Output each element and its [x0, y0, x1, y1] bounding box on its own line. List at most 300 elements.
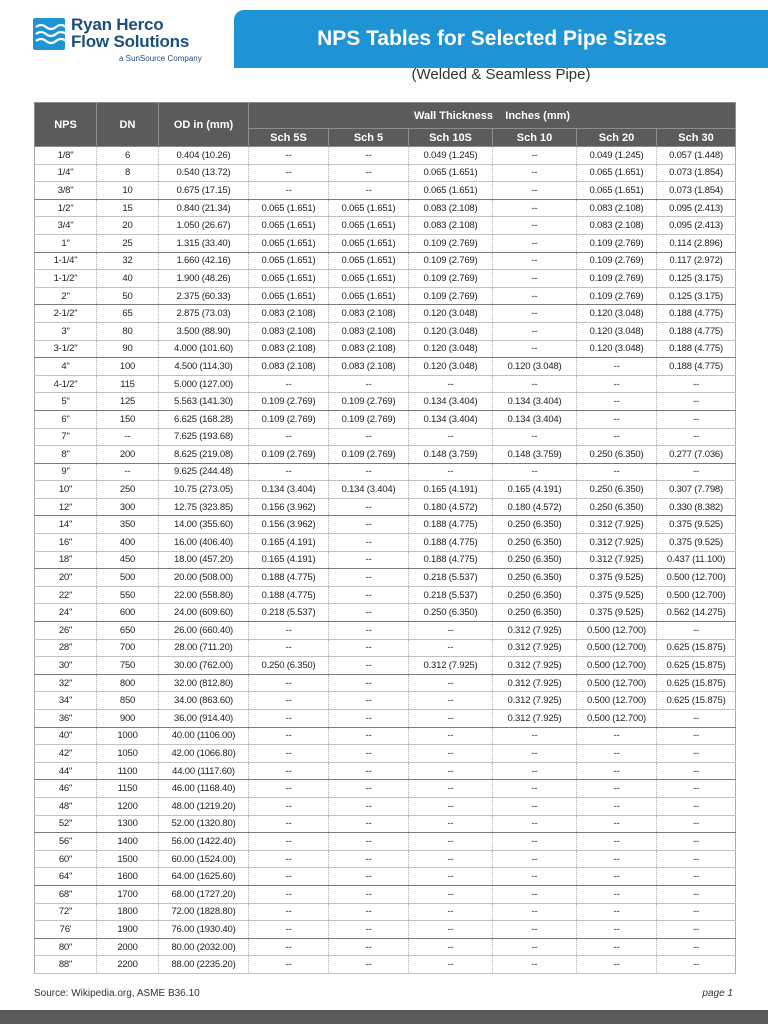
- cell-sch-10s: 0.109 (2.769): [409, 234, 493, 252]
- cell-sch-5: --: [329, 164, 409, 182]
- cell-sch-5: --: [329, 868, 409, 886]
- cell-dn: 1800: [97, 903, 159, 921]
- cell-nps: 42": [35, 745, 97, 763]
- cell-sch-10s: 0.188 (4.775): [409, 534, 493, 552]
- table-row: [35, 674, 736, 692]
- cell-sch-30: 0.125 (3.175): [657, 287, 736, 305]
- cell-sch-20: 0.500 (12.700): [577, 657, 657, 675]
- cell-sch-10s: 0.049 (1.245): [409, 147, 493, 165]
- cell-sch-5s: --: [249, 745, 329, 763]
- cell-sch-20: --: [577, 762, 657, 780]
- cell-od: 68.00 (1727.20): [159, 885, 249, 903]
- cell-sch-10s: 0.109 (2.769): [409, 270, 493, 288]
- cell-sch-30: --: [657, 762, 736, 780]
- cell-sch-20: 0.049 (1.245): [577, 147, 657, 165]
- cell-sch-30: --: [657, 710, 736, 728]
- cell-sch-10s: 0.188 (4.775): [409, 516, 493, 534]
- cell-sch-5s: --: [249, 147, 329, 165]
- table-row: [35, 287, 736, 305]
- cell-nps: 34": [35, 692, 97, 710]
- cell-sch-5: --: [329, 745, 409, 763]
- cell-sch-5s: 0.065 (1.651): [249, 270, 329, 288]
- cell-sch-5: 0.109 (2.769): [329, 410, 409, 428]
- header-sch-5: Sch 5: [329, 129, 409, 147]
- cell-od: 1.660 (42.16): [159, 252, 249, 270]
- cell-sch-10: --: [493, 885, 577, 903]
- table-row: [35, 463, 736, 481]
- cell-sch-5s: --: [249, 164, 329, 182]
- table-row: [35, 410, 736, 428]
- cell-sch-5: 0.109 (2.769): [329, 446, 409, 464]
- cell-sch-10: --: [493, 252, 577, 270]
- cell-sch-10: --: [493, 463, 577, 481]
- cell-sch-5: 0.065 (1.651): [329, 199, 409, 217]
- header-sch-5s: Sch 5S: [249, 129, 329, 147]
- cell-sch-20: 0.120 (3.048): [577, 322, 657, 340]
- cell-dn: 250: [97, 481, 159, 499]
- cell-sch-20: 0.375 (9.525): [577, 586, 657, 604]
- cell-sch-10s: --: [409, 797, 493, 815]
- cell-sch-5s: 0.250 (6.350): [249, 657, 329, 675]
- cell-sch-10s: --: [409, 463, 493, 481]
- cell-sch-5s: 0.083 (2.108): [249, 340, 329, 358]
- cell-dn: 850: [97, 692, 159, 710]
- cell-nps: 1-1/2": [35, 270, 97, 288]
- cell-nps: 8": [35, 446, 97, 464]
- cell-sch-10: --: [493, 833, 577, 851]
- cell-dn: 90: [97, 340, 159, 358]
- cell-sch-5: --: [329, 463, 409, 481]
- cell-sch-10: --: [493, 868, 577, 886]
- cell-od: 4.500 (114.30): [159, 358, 249, 376]
- cell-sch-10: 0.250 (6.350): [493, 551, 577, 569]
- cell-sch-20: --: [577, 938, 657, 956]
- cell-sch-30: 0.095 (2.413): [657, 217, 736, 235]
- page-number: page 1: [702, 988, 733, 999]
- cell-sch-5s: --: [249, 815, 329, 833]
- cell-sch-10s: 0.250 (6.350): [409, 604, 493, 622]
- cell-sch-10s: 0.148 (3.759): [409, 446, 493, 464]
- cell-sch-10: 0.250 (6.350): [493, 516, 577, 534]
- cell-od: 20.00 (508.00): [159, 569, 249, 587]
- cell-sch-5: --: [329, 797, 409, 815]
- cell-sch-20: 0.312 (7.925): [577, 551, 657, 569]
- cell-sch-30: --: [657, 938, 736, 956]
- cell-sch-5: --: [329, 498, 409, 516]
- cell-od: 1.900 (48.26): [159, 270, 249, 288]
- cell-od: 64.00 (1625.60): [159, 868, 249, 886]
- cell-od: 0.404 (10.26): [159, 147, 249, 165]
- cell-sch-5: --: [329, 956, 409, 974]
- cell-sch-5: --: [329, 833, 409, 851]
- cell-sch-10: --: [493, 164, 577, 182]
- cell-sch-10: 0.312 (7.925): [493, 692, 577, 710]
- cell-sch-10: --: [493, 956, 577, 974]
- cell-od: 9.625 (244.48): [159, 463, 249, 481]
- cell-sch-10: --: [493, 305, 577, 323]
- pipe-size-table: [34, 102, 736, 974]
- cell-od: 32.00 (812.80): [159, 674, 249, 692]
- cell-sch-30: --: [657, 463, 736, 481]
- cell-od: 0.675 (17.15): [159, 182, 249, 200]
- cell-sch-5: --: [329, 569, 409, 587]
- cell-sch-10s: --: [409, 850, 493, 868]
- cell-nps: 1/8": [35, 147, 97, 165]
- cell-sch-5: 0.134 (3.404): [329, 481, 409, 499]
- cell-od: 7.625 (193.68): [159, 428, 249, 446]
- cell-sch-5: --: [329, 692, 409, 710]
- cell-sch-10s: --: [409, 745, 493, 763]
- cell-sch-5: --: [329, 586, 409, 604]
- table-body: [35, 147, 736, 974]
- table-row: [35, 516, 736, 534]
- cell-sch-5s: --: [249, 622, 329, 640]
- logo-name-line2: Flow Solutions: [71, 32, 190, 51]
- table-row: [35, 199, 736, 217]
- cell-sch-30: 0.307 (7.798): [657, 481, 736, 499]
- cell-sch-10: --: [493, 745, 577, 763]
- pipe-size-table-container: [34, 102, 735, 974]
- cell-sch-30: 0.188 (4.775): [657, 358, 736, 376]
- cell-dn: 900: [97, 710, 159, 728]
- cell-sch-5: --: [329, 622, 409, 640]
- cell-sch-5s: --: [249, 182, 329, 200]
- cell-sch-5s: --: [249, 938, 329, 956]
- table-row: [35, 692, 736, 710]
- header-nps: NPS: [35, 103, 97, 147]
- table-row: [35, 885, 736, 903]
- cell-sch-5s: 0.165 (4.191): [249, 551, 329, 569]
- cell-nps: 22": [35, 586, 97, 604]
- cell-sch-10s: 0.218 (5.537): [409, 586, 493, 604]
- table-row: [35, 147, 736, 165]
- cell-nps: 4-1/2": [35, 375, 97, 393]
- cell-sch-10: 0.148 (3.759): [493, 446, 577, 464]
- cell-sch-5s: 0.218 (5.537): [249, 604, 329, 622]
- cell-dn: 1500: [97, 850, 159, 868]
- cell-sch-10s: 0.312 (7.925): [409, 657, 493, 675]
- cell-nps: 30": [35, 657, 97, 675]
- cell-sch-5s: --: [249, 463, 329, 481]
- cell-sch-5s: 0.134 (3.404): [249, 481, 329, 499]
- cell-sch-10s: --: [409, 674, 493, 692]
- cell-sch-30: 0.437 (11.100): [657, 551, 736, 569]
- cell-sch-10s: --: [409, 639, 493, 657]
- page-title: NPS Tables for Selected Pipe Sizes: [317, 27, 667, 50]
- cell-nps: 72": [35, 903, 97, 921]
- table-row: [35, 622, 736, 640]
- cell-sch-5: --: [329, 551, 409, 569]
- cell-sch-10: --: [493, 340, 577, 358]
- cell-sch-5s: --: [249, 903, 329, 921]
- table-row: [35, 340, 736, 358]
- cell-sch-20: --: [577, 956, 657, 974]
- cell-od: 52.00 (1320.80): [159, 815, 249, 833]
- cell-od: 14.00 (355.60): [159, 516, 249, 534]
- cell-dn: 25: [97, 234, 159, 252]
- table-row: [35, 375, 736, 393]
- cell-sch-10s: 0.134 (3.404): [409, 410, 493, 428]
- cell-sch-5s: --: [249, 727, 329, 745]
- cell-sch-5: 0.065 (1.651): [329, 252, 409, 270]
- cell-sch-5s: --: [249, 885, 329, 903]
- table-row: [35, 252, 736, 270]
- cell-sch-10: 0.250 (6.350): [493, 534, 577, 552]
- cell-od: 40.00 (1106.00): [159, 727, 249, 745]
- cell-sch-5: 0.065 (1.651): [329, 270, 409, 288]
- cell-nps: 2": [35, 287, 97, 305]
- cell-dn: 1100: [97, 762, 159, 780]
- cell-sch-5s: 0.065 (1.651): [249, 287, 329, 305]
- cell-sch-10s: 0.188 (4.775): [409, 551, 493, 569]
- cell-sch-10: 0.250 (6.350): [493, 586, 577, 604]
- cell-sch-5: --: [329, 780, 409, 798]
- logo-name-line1: Ryan Herco: [71, 15, 164, 34]
- cell-sch-20: 0.250 (6.350): [577, 481, 657, 499]
- table-row: [35, 234, 736, 252]
- cell-sch-20: 0.120 (3.048): [577, 340, 657, 358]
- cell-sch-10s: 0.065 (1.651): [409, 164, 493, 182]
- cell-sch-10: 0.312 (7.925): [493, 710, 577, 728]
- cell-sch-10s: --: [409, 833, 493, 851]
- cell-dn: 125: [97, 393, 159, 411]
- cell-sch-10s: --: [409, 956, 493, 974]
- cell-dn: 200: [97, 446, 159, 464]
- cell-sch-5: 0.109 (2.769): [329, 393, 409, 411]
- cell-nps: 28": [35, 639, 97, 657]
- cell-sch-20: --: [577, 868, 657, 886]
- cell-dn: 650: [97, 622, 159, 640]
- cell-sch-30: 0.375 (9.525): [657, 534, 736, 552]
- cell-sch-5: --: [329, 182, 409, 200]
- table-row: [35, 604, 736, 622]
- cell-sch-10s: --: [409, 727, 493, 745]
- cell-sch-20: --: [577, 358, 657, 376]
- cell-dn: 600: [97, 604, 159, 622]
- table-row: [35, 780, 736, 798]
- cell-sch-20: 0.500 (12.700): [577, 710, 657, 728]
- cell-nps: 36": [35, 710, 97, 728]
- cell-sch-30: 0.625 (15.875): [657, 639, 736, 657]
- cell-sch-20: --: [577, 833, 657, 851]
- cell-od: 1.050 (26.67): [159, 217, 249, 235]
- cell-sch-20: 0.375 (9.525): [577, 604, 657, 622]
- cell-od: 44.00 (1117.60): [159, 762, 249, 780]
- cell-sch-30: 0.073 (1.854): [657, 164, 736, 182]
- cell-sch-20: --: [577, 780, 657, 798]
- cell-sch-30: --: [657, 393, 736, 411]
- cell-sch-5: --: [329, 885, 409, 903]
- cell-nps: 1/2": [35, 199, 97, 217]
- cell-nps: 40": [35, 727, 97, 745]
- cell-sch-10: --: [493, 850, 577, 868]
- cell-dn: 1700: [97, 885, 159, 903]
- cell-sch-30: --: [657, 780, 736, 798]
- cell-sch-20: 0.375 (9.525): [577, 569, 657, 587]
- cell-sch-10s: 0.083 (2.108): [409, 199, 493, 217]
- header-wall-thickness: [249, 103, 736, 129]
- cell-sch-5s: --: [249, 375, 329, 393]
- cell-sch-30: --: [657, 622, 736, 640]
- cell-sch-10: 0.134 (3.404): [493, 410, 577, 428]
- cell-sch-30: --: [657, 885, 736, 903]
- cell-sch-30: 0.375 (9.525): [657, 516, 736, 534]
- cell-sch-5: --: [329, 534, 409, 552]
- cell-sch-30: --: [657, 850, 736, 868]
- cell-nps: 56": [35, 833, 97, 851]
- cell-sch-20: --: [577, 428, 657, 446]
- cell-dn: 32: [97, 252, 159, 270]
- cell-nps: 3": [35, 322, 97, 340]
- cell-dn: 115: [97, 375, 159, 393]
- cell-sch-5s: --: [249, 868, 329, 886]
- cell-sch-5s: --: [249, 692, 329, 710]
- cell-sch-20: 0.250 (6.350): [577, 446, 657, 464]
- table-row: [35, 551, 736, 569]
- cell-sch-10s: 0.083 (2.108): [409, 217, 493, 235]
- cell-sch-10: 0.250 (6.350): [493, 604, 577, 622]
- cell-sch-10s: 0.120 (3.048): [409, 358, 493, 376]
- cell-sch-10s: --: [409, 921, 493, 939]
- cell-dn: 1150: [97, 780, 159, 798]
- table-row: [35, 639, 736, 657]
- cell-sch-10: 0.250 (6.350): [493, 569, 577, 587]
- cell-nps: 2-1/2": [35, 305, 97, 323]
- cell-sch-10: --: [493, 217, 577, 235]
- cell-sch-5: 0.065 (1.651): [329, 234, 409, 252]
- cell-sch-30: 0.117 (2.972): [657, 252, 736, 270]
- table-row: [35, 586, 736, 604]
- cell-sch-5: --: [329, 516, 409, 534]
- cell-sch-5s: 0.083 (2.108): [249, 305, 329, 323]
- cell-sch-10: 0.180 (4.572): [493, 498, 577, 516]
- cell-od: 56.00 (1422.40): [159, 833, 249, 851]
- cell-nps: 24": [35, 604, 97, 622]
- header-sch-10s: Sch 10S: [409, 129, 493, 147]
- cell-sch-5: 0.065 (1.651): [329, 287, 409, 305]
- cell-od: 5.000 (127.00): [159, 375, 249, 393]
- cell-sch-20: 0.065 (1.651): [577, 182, 657, 200]
- cell-nps: 44": [35, 762, 97, 780]
- cell-od: 22.00 (558.80): [159, 586, 249, 604]
- cell-sch-20: --: [577, 903, 657, 921]
- cell-nps: 20": [35, 569, 97, 587]
- cell-sch-10s: --: [409, 710, 493, 728]
- cell-sch-30: 0.073 (1.854): [657, 182, 736, 200]
- table-row: [35, 657, 736, 675]
- cell-sch-30: --: [657, 375, 736, 393]
- cell-sch-10s: 0.218 (5.537): [409, 569, 493, 587]
- cell-sch-20: 0.109 (2.769): [577, 270, 657, 288]
- cell-sch-30: --: [657, 745, 736, 763]
- cell-sch-5s: --: [249, 921, 329, 939]
- cell-nps: 14": [35, 516, 97, 534]
- cell-sch-10: --: [493, 762, 577, 780]
- cell-sch-5: --: [329, 727, 409, 745]
- cell-nps: 6": [35, 410, 97, 428]
- cell-sch-30: 0.277 (7.036): [657, 446, 736, 464]
- cell-dn: 40: [97, 270, 159, 288]
- cell-od: 1.315 (33.40): [159, 234, 249, 252]
- cell-sch-5s: --: [249, 850, 329, 868]
- cell-od: 0.840 (21.34): [159, 199, 249, 217]
- cell-nps: 46": [35, 780, 97, 798]
- cell-sch-30: --: [657, 428, 736, 446]
- cell-sch-20: --: [577, 410, 657, 428]
- cell-sch-5s: 0.065 (1.651): [249, 252, 329, 270]
- cell-sch-5: --: [329, 938, 409, 956]
- cell-nps: 52": [35, 815, 97, 833]
- cell-sch-20: --: [577, 727, 657, 745]
- cell-od: 60.00 (1524.00): [159, 850, 249, 868]
- cell-sch-5s: 0.109 (2.769): [249, 410, 329, 428]
- cell-dn: --: [97, 463, 159, 481]
- cell-sch-10s: --: [409, 938, 493, 956]
- cell-dn: 80: [97, 322, 159, 340]
- cell-sch-5: --: [329, 903, 409, 921]
- cell-sch-20: 0.250 (6.350): [577, 498, 657, 516]
- cell-sch-5s: 0.065 (1.651): [249, 234, 329, 252]
- cell-nps: 48": [35, 797, 97, 815]
- cell-sch-30: 0.625 (15.875): [657, 674, 736, 692]
- cell-sch-10s: 0.109 (2.769): [409, 252, 493, 270]
- cell-sch-10: --: [493, 797, 577, 815]
- table-row: [35, 762, 736, 780]
- cell-sch-30: 0.095 (2.413): [657, 199, 736, 217]
- cell-sch-10: --: [493, 938, 577, 956]
- cell-sch-30: --: [657, 410, 736, 428]
- cell-sch-10s: --: [409, 815, 493, 833]
- cell-sch-10: --: [493, 270, 577, 288]
- cell-sch-30: 0.500 (12.700): [657, 569, 736, 587]
- cell-sch-5: 0.083 (2.108): [329, 322, 409, 340]
- cell-sch-30: 0.562 (14.275): [657, 604, 736, 622]
- cell-sch-5: --: [329, 375, 409, 393]
- cell-sch-5s: 0.065 (1.651): [249, 199, 329, 217]
- cell-nps: 32": [35, 674, 97, 692]
- cell-sch-20: --: [577, 815, 657, 833]
- cell-dn: 350: [97, 516, 159, 534]
- header-dn: DN: [97, 103, 159, 147]
- cell-sch-10s: 0.120 (3.048): [409, 305, 493, 323]
- cell-sch-10: --: [493, 727, 577, 745]
- table-row: [35, 393, 736, 411]
- cell-sch-30: 0.330 (8.382): [657, 498, 736, 516]
- cell-sch-10: 0.134 (3.404): [493, 393, 577, 411]
- cell-sch-30: 0.625 (15.875): [657, 692, 736, 710]
- logo-company-name: [71, 16, 189, 50]
- cell-sch-5s: --: [249, 780, 329, 798]
- cell-sch-30: 0.057 (1.448): [657, 147, 736, 165]
- cell-sch-30: --: [657, 903, 736, 921]
- cell-sch-10: --: [493, 147, 577, 165]
- cell-sch-10s: --: [409, 692, 493, 710]
- cell-od: 36.00 (914.40): [159, 710, 249, 728]
- cell-sch-30: --: [657, 921, 736, 939]
- cell-dn: 550: [97, 586, 159, 604]
- cell-nps: 1/4": [35, 164, 97, 182]
- cell-sch-5: 0.083 (2.108): [329, 358, 409, 376]
- cell-sch-5s: 0.109 (2.769): [249, 446, 329, 464]
- cell-dn: 2200: [97, 956, 159, 974]
- cell-od: 8.625 (219.08): [159, 446, 249, 464]
- cell-sch-10s: --: [409, 903, 493, 921]
- company-logo: [33, 16, 223, 68]
- cell-dn: 500: [97, 569, 159, 587]
- cell-sch-5s: 0.083 (2.108): [249, 358, 329, 376]
- table-row: [35, 938, 736, 956]
- header-od: OD in (mm): [159, 103, 249, 147]
